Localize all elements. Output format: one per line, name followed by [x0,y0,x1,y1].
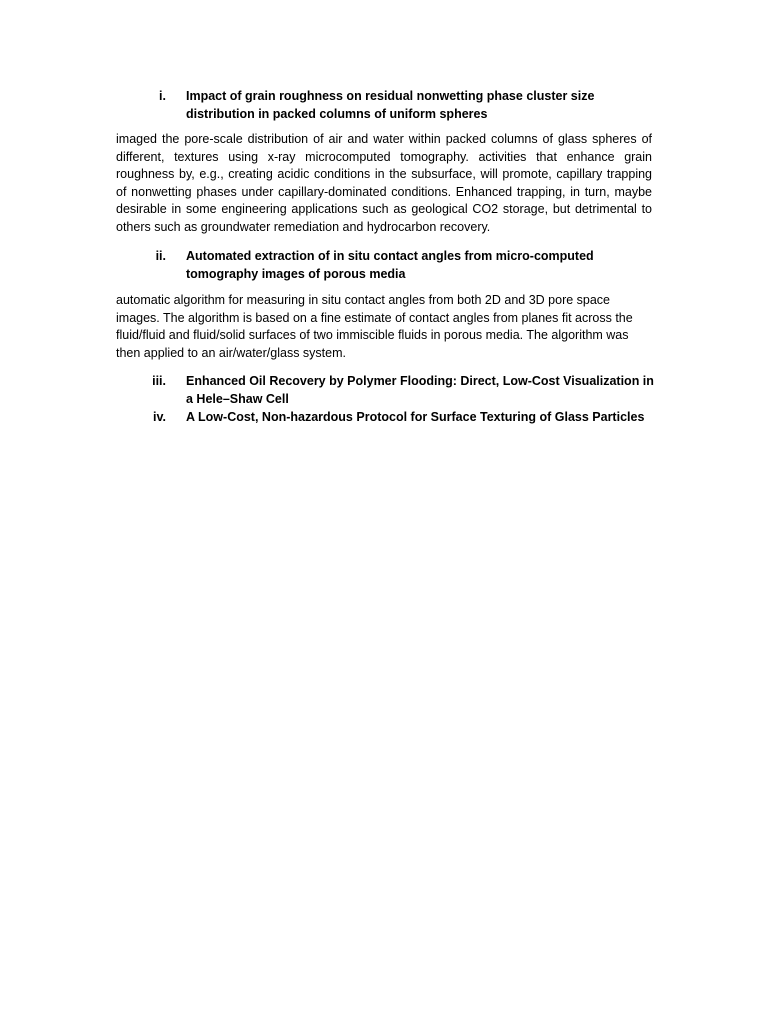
list-number: iv. [153,410,166,424]
list-number: iii. [152,374,166,388]
list-item [0,87,768,123]
list-item [0,372,768,408]
list-item-title: A Low-Cost, Non-hazardous Protocol for Surface Texturing of Glass Particles [186,410,645,424]
paragraph: automatic algorithm for measuring in situ contact angles from both 2D and 3D pore space images. The algorithm is based on a fine estimate of contact angles from planes fit across the fluid/fluid and fluid/solid surfaces of two immiscible fluids in porous media. The algorithm was then applied to an air/water/glass system. [116,293,633,360]
list-item-title: Automated extraction of in situ contact angles from micro-computed tomography images of porous media [186,249,594,281]
paragraph: imaged the pore-scale distribution of air and water within packed columns of glass spheres of different, textures using x-ray microcomputed tomography. activities that enhance grain roughness by, e.g., creating acidic conditions in the subsurface, will promote, capillary trapping of nonwetting phases under capillary-dominated conditions. Enhanced trapping, in turn, maybe desirable in some engineering applications such as geological CO2 storage, but detrimental to others such as groundwater remediation and hydrocarbon recovery. [116,132,652,234]
list-item-title: Impact of grain roughness on residual nonwetting phase cluster size distribution in packed columns of uniform spheres [186,89,595,121]
list-item [0,247,768,283]
list-item [0,408,768,426]
list-item-title: Enhanced Oil Recovery by Polymer Flooding: Direct, Low-Cost Visualization in a Hele–Shaw Cell [186,374,654,406]
list-number: i. [159,89,166,103]
list-number: ii. [155,249,166,263]
